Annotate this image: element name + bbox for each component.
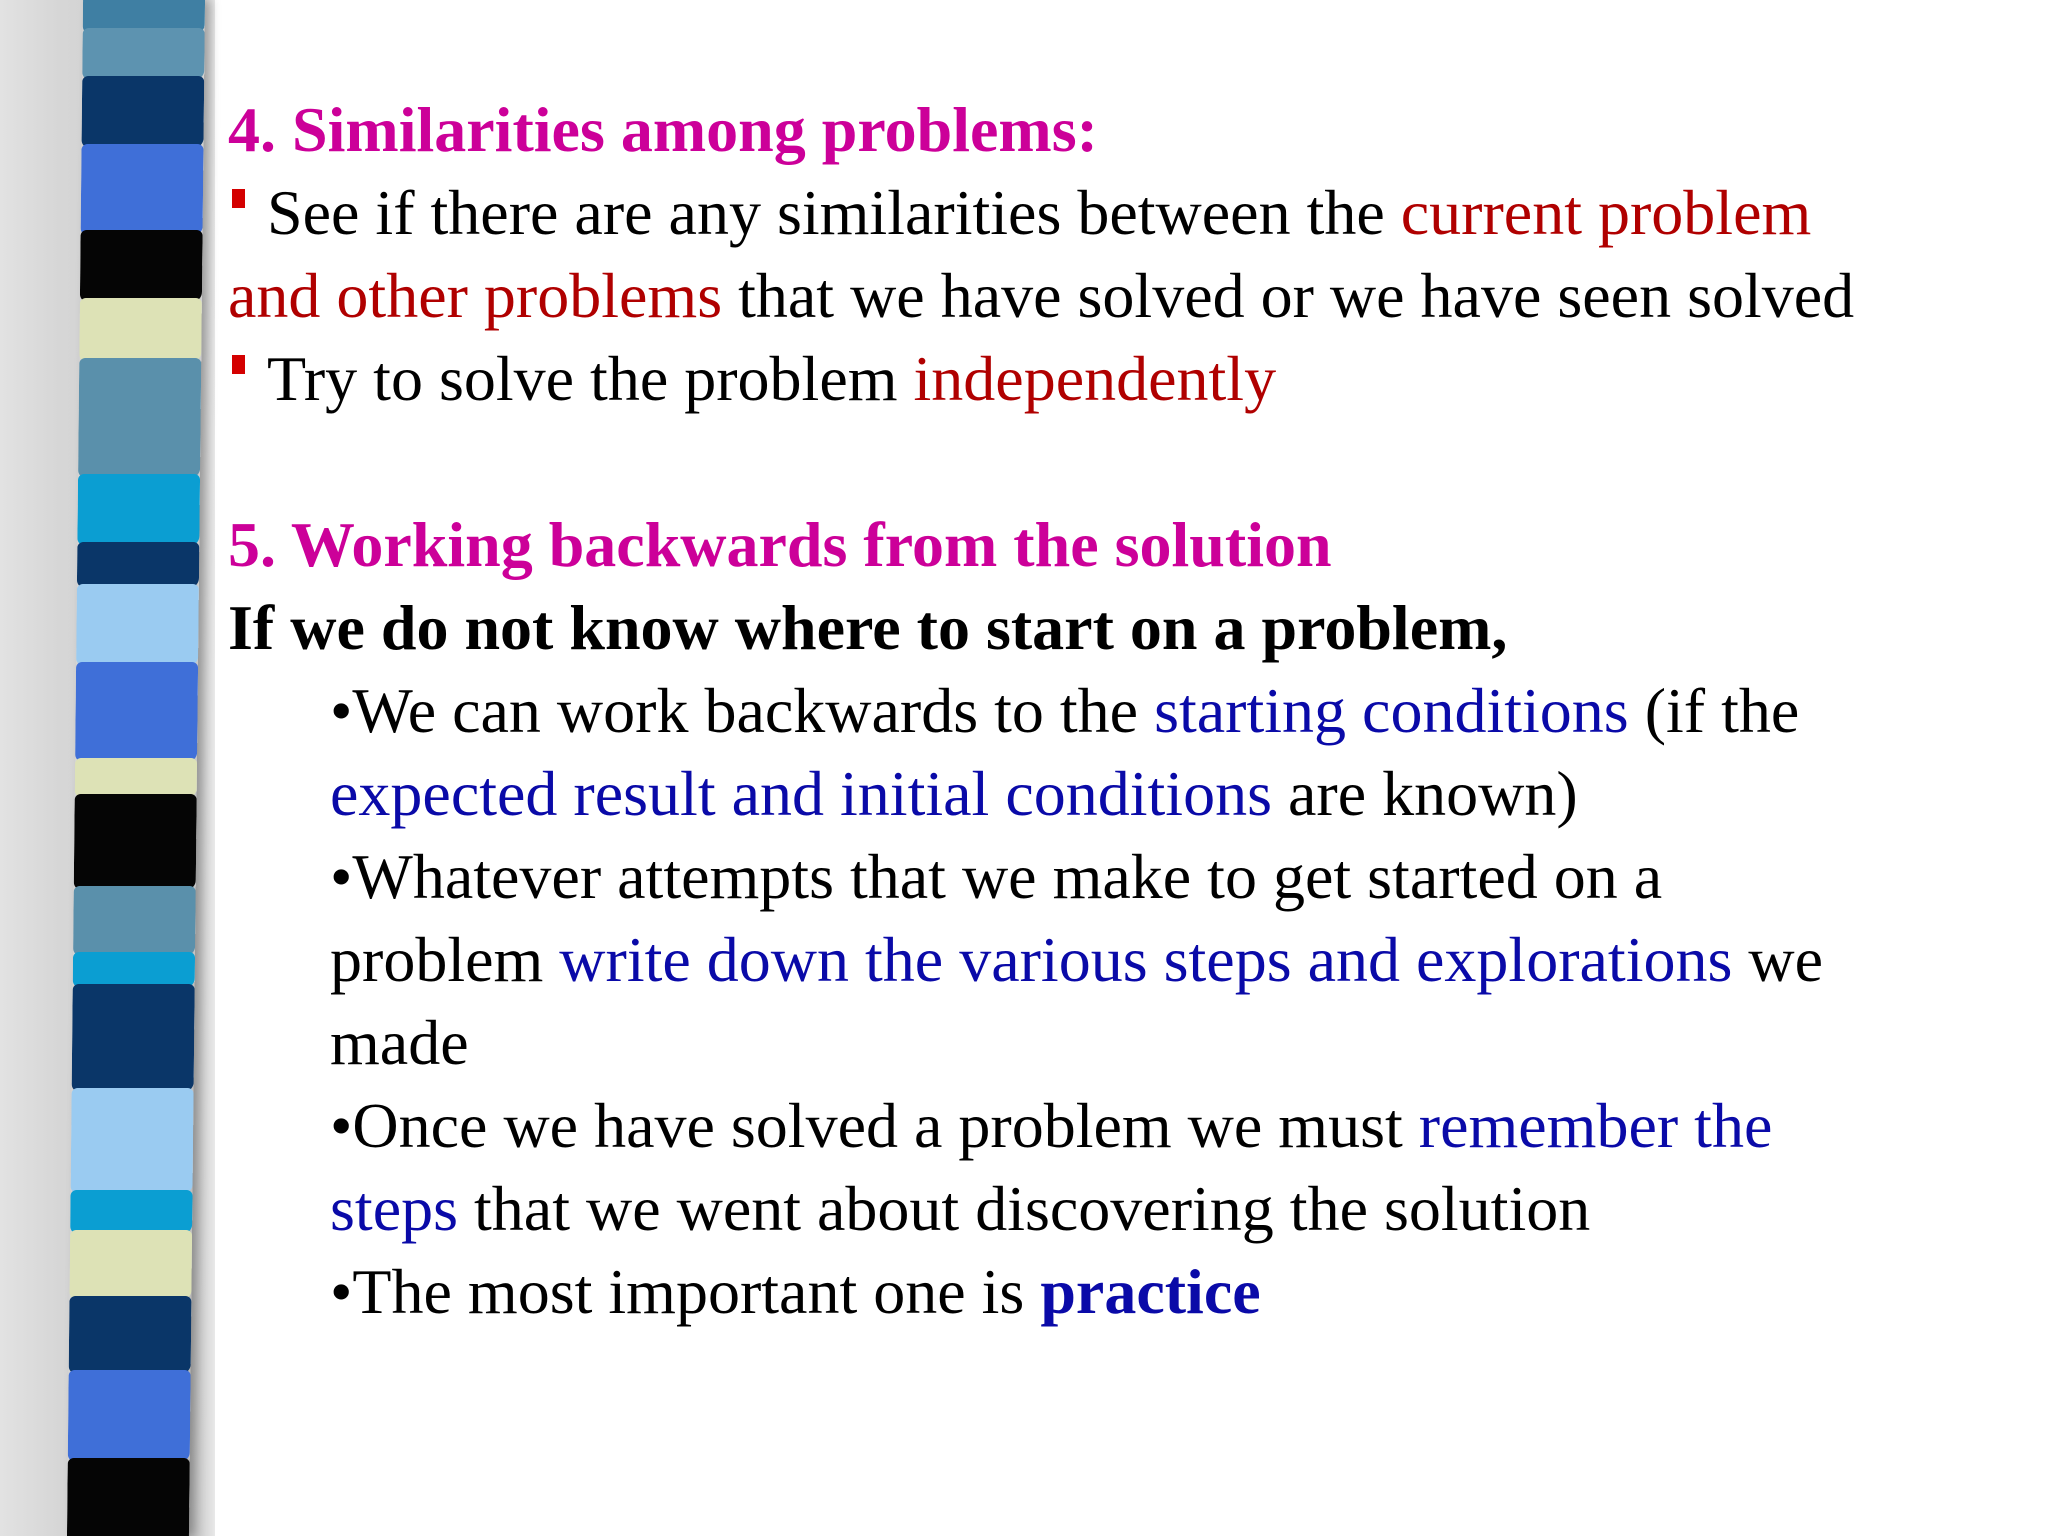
section-5-item-2-line-2 (228, 918, 2028, 1001)
item-text: problem (330, 924, 560, 995)
square-bullet-icon (232, 189, 245, 208)
highlight-practice: practice (1040, 1256, 1261, 1327)
section-5-heading: 5. Working backwards from the solution (228, 509, 1332, 580)
section-4-bullet-1-line-2 (228, 254, 2028, 337)
item-text: •The most important one is (330, 1256, 1041, 1327)
section-5-item-1-line-1 (228, 669, 2028, 752)
item-text: •We can work backwards to the (330, 675, 1155, 746)
section-4-bullet-1-line-1 (228, 171, 2028, 254)
item-text: are known) (1271, 758, 1578, 829)
slide-content (228, 88, 2028, 1333)
highlight-current-problem: current problem (1400, 177, 1812, 248)
section-5-item-3-line-2 (228, 1167, 2028, 1250)
section-4-heading: 4. Similarities among problems: (228, 94, 1098, 165)
item-text: (if the (1628, 675, 1800, 746)
highlight-other-problems: and other problems (228, 260, 723, 331)
spacer (228, 420, 2028, 503)
highlight-steps: steps (330, 1173, 458, 1244)
highlight-independently: independently (913, 343, 1277, 414)
section-5-item-2-line-1: •Whatever attempts that we make to get started on a (330, 841, 1663, 912)
section-5-intro: If we do not know where to start on a problem, (228, 592, 1508, 663)
highlight-expected-result: expected result and initial conditions (330, 758, 1272, 829)
section-5-item-4 (228, 1250, 2028, 1333)
bullet-text: Try to solve the problem (267, 343, 914, 414)
highlight-remember-the: remember the (1418, 1090, 1773, 1161)
decorative-color-strip (67, 0, 205, 1536)
highlight-write-down-steps: write down the various steps and explorations (559, 924, 1733, 995)
section-4-bullet-2 (228, 337, 2028, 420)
highlight-starting-conditions: starting conditions (1154, 675, 1629, 746)
item-text: •Once we have solved a problem we must (330, 1090, 1419, 1161)
bullet-text: See if there are any similarities between the (267, 177, 1401, 248)
square-bullet-icon (232, 355, 245, 374)
bullet-text: that we have solved or we have seen solved (722, 260, 1855, 331)
section-5-item-3-line-1 (228, 1084, 2028, 1167)
section-5-item-1-line-2 (228, 752, 2028, 835)
section-5-item-2-line-3: made (330, 1007, 469, 1078)
item-text: we (1732, 924, 1823, 995)
item-text: that we went about discovering the solution (458, 1173, 1591, 1244)
